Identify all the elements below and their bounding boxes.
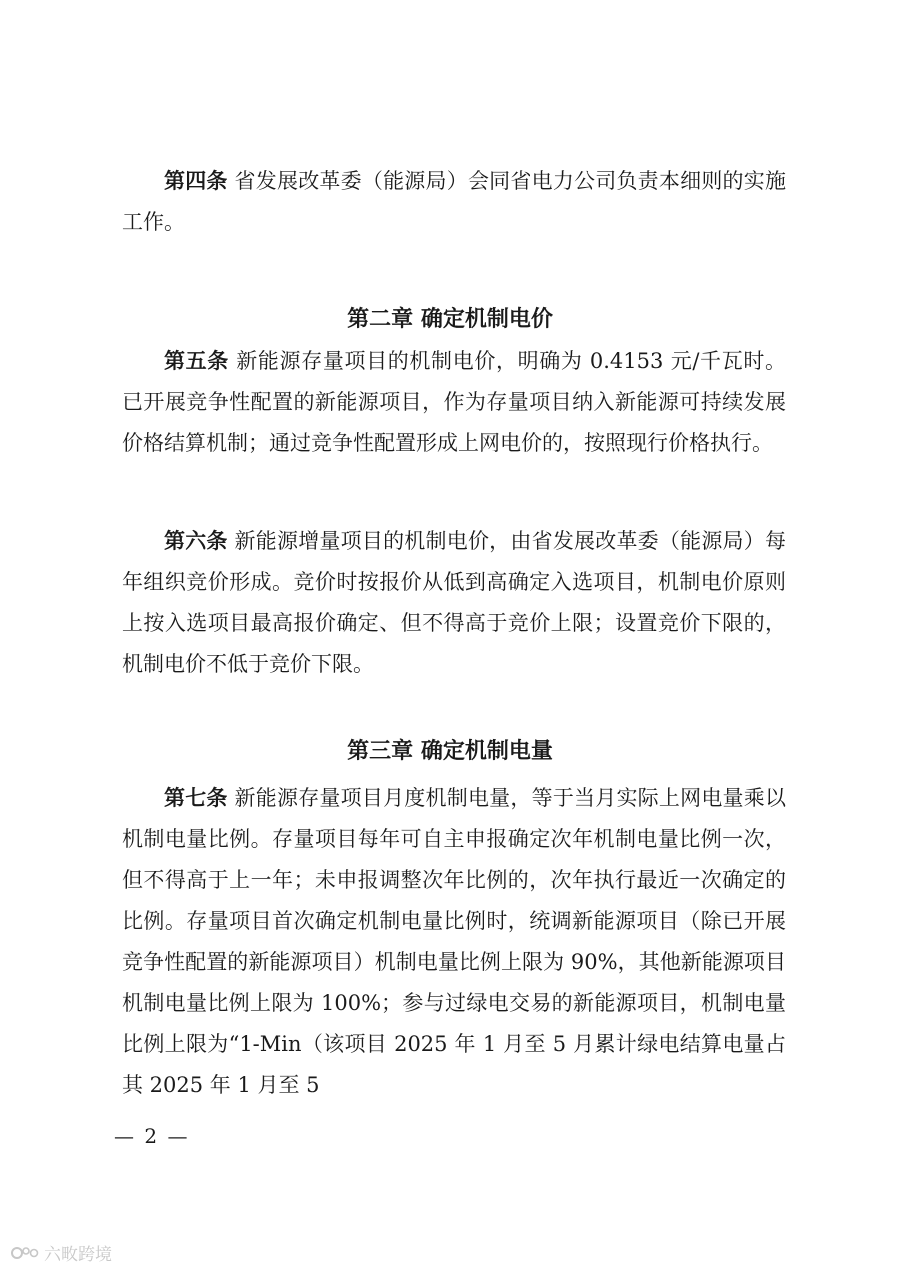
article-7-lead: 第七条 [164,785,228,810]
chapter-2-heading: 第二章 确定机制电价 [347,306,553,332]
article-4-lead: 第四条 [164,168,228,193]
article-5-text: 新能源存量项目的机制电价，明确为 0.4153 元/千瓦时。已开展竞争性配置的新能源项目，作为存量项目纳入新能源可持续发展价格结算机制；通过竞争性配置形成上网电价的，按照现行价格执行。 [122,349,786,455]
article-6-text: 新能源增量项目的机制电价，由省发展改革委（能源局）每年组织竞价形成。竞价时按报价从低到高确定入选项目，机制电价原则上按入选项目最高报价确定、但不得高于竞价上限；设置竞价下限的，机制电价不低于竞价下限。 [122,529,786,676]
chapter-3-heading: 第三章 确定机制电量 [347,738,553,764]
watermark [10,1240,112,1265]
article-4 [122,160,786,243]
watermark-text: 六畋跨境 [44,1245,112,1265]
article-5 [122,340,786,464]
article-6-lead: 第六条 [164,528,228,553]
article-7-text: 新能源存量项目月度机制电量，等于当月实际上网电量乘以机制电量比例。存量项目每年可自主申报确定次年机制电量比例一次，但不得高于上一年；未申报调整次年比例的，次年执行最近一次确定的比例。存量项目首次确定机制电量比例时，统调新能源项目（除已开展竞争性配置的新能源项目）机制电量比例上限为 90%，其他新能源项目机制电量比例上限为 100%；参与过绿电交易的新能源项目，机制电量比例上限为“1-Min（该项目 2025 年 1 月至 5 月累计绿电结算电量占其 2025 年 1 月至 5 [122,786,786,1097]
page-number: — 2 — [114,1124,190,1148]
article-7 [122,777,786,1106]
article-6 [122,520,786,685]
watermark-logo-icon [10,1244,40,1262]
article-4-text: 省发展改革委（能源局）会同省电力公司负责本细则的实施工作。 [122,169,786,234]
article-5-lead: 第五条 [164,348,229,373]
